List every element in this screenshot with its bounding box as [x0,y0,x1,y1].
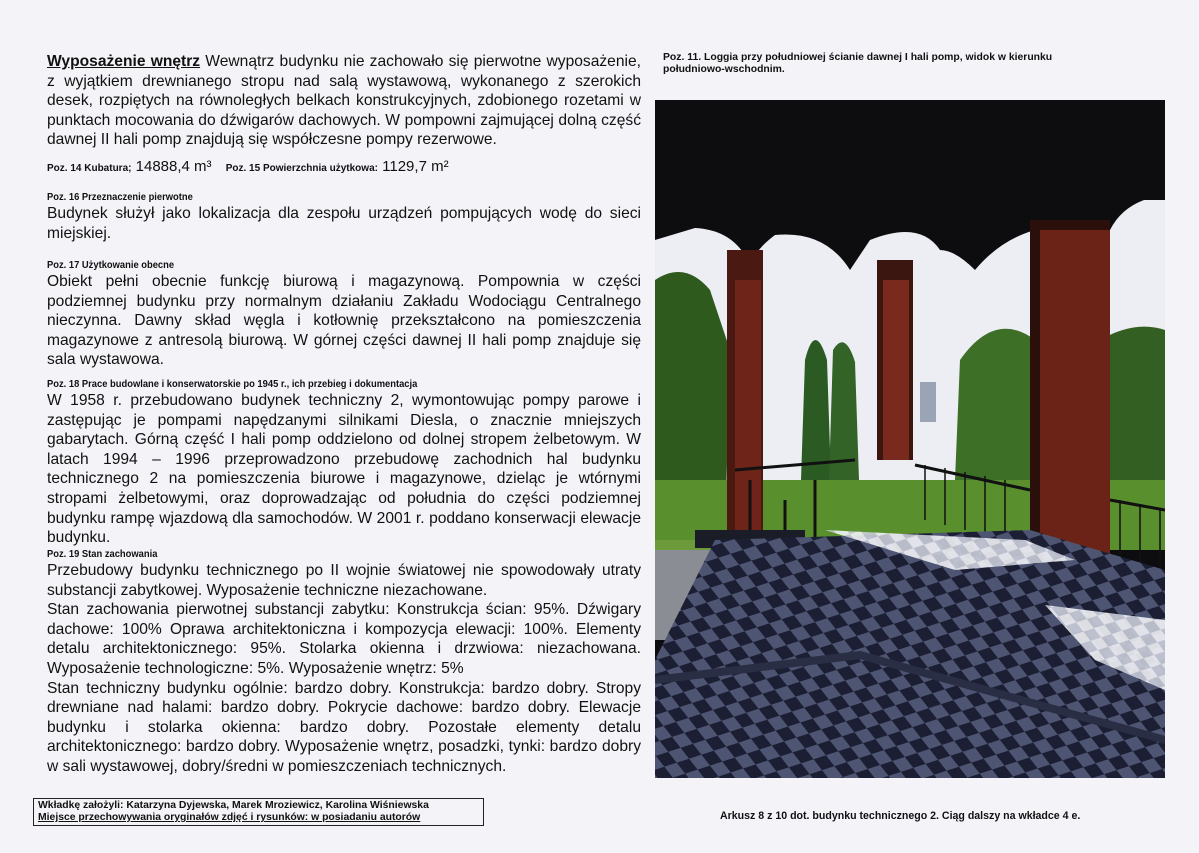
sheet-note: Arkusz 8 z 10 dot. budynku technicznego 2. Ciąg dalszy na wkładce 4 e. [720,810,1081,822]
section-state-of-preservation [47,549,641,777]
photo-caption-line1: Poz. 11. Loggia przy południowej ścianie dawnej I hali pomp, widok w kierunku [663,52,1053,63]
volume-label: Poz. 14 Kubatura; [47,163,132,174]
photo-caption-line2: południowo-wschodnim. [663,64,785,75]
section-current-use [47,260,641,370]
section-original-purpose [47,192,641,243]
loggia-photo [655,100,1165,778]
section-label: Poz. 16 Przeznaczenie pierwotne [47,192,193,203]
loggia-photo-illustration [655,100,1165,778]
section-paragraph: Przebudowy budynku technicznego po II wojnie światowej nie spowodowały utraty substancji zabytkowej. Wyposażenie techniczne niezachowane. [47,562,641,599]
metrics-row [47,158,459,175]
section-paragraph: Obiekt pełni obecnie funkcję biurową i magazynową. Pompownia w części podziemnej budynku przy normalnym działaniu Zakładu Wodociągu Centralnego nieczynna. Dawny skład węgla i kotłownię przekształcono na pomieszczenia magazynowe z antresolą biurową. W górnej części dawnej II hali pomp znajduje się sala wystawowa. [47,273,641,369]
photo-caption [663,52,1153,76]
section-label: Poz. 17 Użytkowanie obecne [47,260,175,271]
section-paragraph: Budynek służył jako lokalizacja dla zespołu urządzeń pompujących wodę do sieci miejskiej. [47,205,641,242]
section-paragraph: Stan techniczny budynku ogólnie: bardzo dobry. Konstrukcja: bardzo dobry. Stropy drewniane nad halami: bardzo dobry. Pokrycie dachowe: bardzo dobry. Elewacje budynku i stolarka okienna: bardzo dobry. Pozostałe elementy detalu architektonicznego: bardzo dobry. Wyposażenie wnętrz, posadzki, tynki: bardzo dobry w sali wystawowej, dobry/średni w pomieszczeniach technicznych. [47,679,641,775]
interior-equipment-paragraph [47,52,641,150]
area-value: 1129,7 m² [382,158,449,175]
area-label: Poz. 15 Powierzchnia użytkowa: [225,163,378,174]
section-label: Poz. 19 Stan zachowania [47,549,158,560]
section-paragraph: W 1958 r. przebudowano budynek techniczny 2, wymontowując pompy parowe i zastępując je pompami napędzanymi silnikami Diesla, o znacznie mniejszych gabarytach. Górną część I hali pomp oddzielono od dolnej stropem żelbetowym. W latach 1994 – 1996 przeprowadzono przebudowę zachodnich hal budynku technicznego 2 na pomieszczenia biurowe i magazynowe, dzieląc je wtórnymi stropami żelbetowymi, oraz doprowadzając od południa do części podziemnej budynku rampę wjazdową dla samochodów. W 2001 r. poddano konserwacji elewacje budynku. [47,392,641,547]
section-paragraph: Stan zachowania pierwotnej substancji zabytku: Konstrukcja ścian: 95%. Dźwigary dachowe: 100% Oprawa architektoniczna i kompozycja elewacji: 100%. Elementy detalu architektonicznego: 95%. Stolarka okienna i drzwiowa: niezachowana. Wyposażenie technologiczne: 5%. Wyposażenie wnętrz: 5% [47,601,641,677]
authors-line: Wkładkę założyli: Katarzyna Dyjewska, Marek Mroziewicz, Karolina Wiśniewska [38,800,429,811]
text-column [47,52,641,775]
volume-value: 14888,4 m³ [135,158,212,175]
section-label: Poz. 18 Prace budowlane i konserwatorskie po 1945 r., ich przebieg i dokumentacja [47,379,418,390]
section-construction-works [47,379,641,548]
storage-line: Miejsce przechowywania oryginałów zdjęć i rysunków: w posiadaniu autorów [38,812,421,823]
interior-equipment-text: Wewnątrz budynku nie zachowało się pierwotne wyposażenie, z wyjątkiem drewnianego stropu nad salą wystawową, wykonanego z szerokich desek, rozpiętych na równoległych belkach konstrukcyjnych, zdobionego rozetami w punktach mocowania do dźwigarów dachowych. W pompowni zajmującej dolną część dawnej II hali pomp znajdują się współczesne pompy rezerwowe. [47,53,641,149]
authors-box [33,798,484,826]
interior-equipment-heading: Wyposażenie wnętrz [47,53,201,70]
